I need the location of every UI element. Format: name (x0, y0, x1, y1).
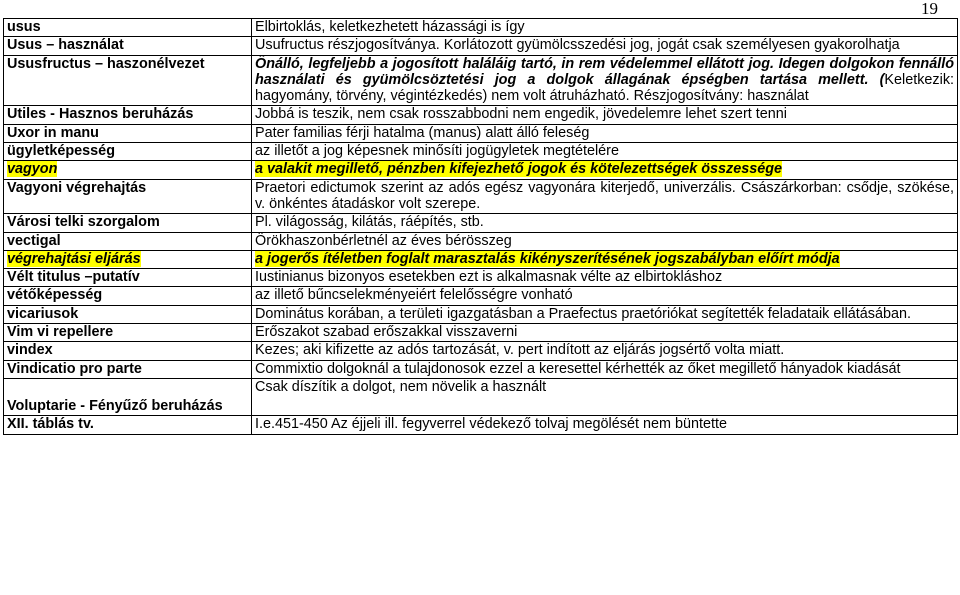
term-cell: usus (4, 19, 252, 37)
term-cell: ügyletképesség (4, 143, 252, 161)
term-cell: vicariusok (4, 305, 252, 323)
term-cell (4, 250, 252, 268)
table-row (4, 106, 958, 124)
table-row (4, 55, 958, 106)
table-row (4, 214, 958, 232)
definition-cell: Pater familias férji hatalma (manus) alatt álló feleség (252, 124, 958, 142)
table-row (4, 232, 958, 250)
term-cell: Vindicatio pro parte (4, 360, 252, 378)
term-cell: Vélt titulus –putatív (4, 269, 252, 287)
table-row (4, 378, 958, 415)
term-cell: vétőképesség (4, 287, 252, 305)
definition-cell: Commixtio dolgoknál a tulajdonosok ezzel a keresettel kérhették az őket megillető hányadok kiadását (252, 360, 958, 378)
highlighted-term: végrehajtási eljárás (7, 250, 141, 267)
table-row (4, 324, 958, 342)
definition-cell: Elbirtoklás, keletkezhetett házassági is így (252, 19, 958, 37)
term-cell: Utiles - Hasznos beruházás (4, 106, 252, 124)
definition-cell: Usufructus részjogosítványa. Korlátozott gyümölcsszedési jog, jogát csak személyesen gyakorolhatja (252, 37, 958, 55)
definition-cell (252, 161, 958, 179)
glossary-table (3, 18, 958, 435)
definition-cell: I.e.451-450 Az éjjeli ill. fegyverrel védekező tolvaj megölését nem büntette (252, 416, 958, 434)
definition-cell: Praetori edictumok szerint az adós egész vagyonára kiterjedő, univerzális. Császárkorban: csődje, szökése, v. önkéntes átadáskor volt szerepe. (252, 179, 958, 214)
highlighted-term: vagyon (7, 161, 58, 178)
definition-cell: az illetőt a jog képesnek minősíti jogügyletek megtételére (252, 143, 958, 161)
table-row (4, 287, 958, 305)
definition-emphasis-tail: ( (868, 71, 885, 88)
definition-emphasis: Önálló, legfeljebb a jogosított haláláig tartó, in rem védelemmel ellátott jog. Idegen dolgokon fennálló használati és gyümölcsöztetési jog a dolgok állagának épségben tartása mellett. (255, 55, 954, 88)
table-row (4, 19, 958, 37)
definition-cell (252, 55, 958, 106)
highlighted-definition: a jogerős ítéletben foglalt marasztalás kikényszerítésének jogszabályban előírt módja (255, 250, 840, 267)
table-row (4, 305, 958, 323)
table-row (4, 342, 958, 360)
table-row (4, 269, 958, 287)
definition-cell: Erőszakot szabad erőszakkal visszaverni (252, 324, 958, 342)
highlighted-definition: a valakit megillető, pénzben kifejezhető jogok és kötelezettségek összessége (255, 161, 783, 178)
term-cell: vectigal (4, 232, 252, 250)
definition-cell: az illető bűncselekményeiért felelősségre vonható (252, 287, 958, 305)
page-number: 19 (921, 0, 938, 18)
definition-cell: Iustinianus bizonyos esetekben ezt is alkalmasnak vélte az elbirtokláshoz (252, 269, 958, 287)
definition-cell: Kezes; aki kifizette az adós tartozását, v. pert indított az eljárás jogsértő volta miatt. (252, 342, 958, 360)
term-cell: Városi telki szorgalom (4, 214, 252, 232)
term-cell: Vim vi repellere (4, 324, 252, 342)
table-row (4, 143, 958, 161)
table-row (4, 179, 958, 214)
term-cell: vindex (4, 342, 252, 360)
table-row (4, 416, 958, 434)
term-cell: Usus – használat (4, 37, 252, 55)
term-cell (4, 161, 252, 179)
definition-cell: Csak díszítik a dolgot, nem növelik a használt (252, 378, 958, 415)
term-cell: Voluptarie - Fényűző beruházás (4, 378, 252, 415)
term-cell: Uxor in manu (4, 124, 252, 142)
term-cell: Vagyoni végrehajtás (4, 179, 252, 214)
definition-cell: Örökhaszonbérletnél az éves bérösszeg (252, 232, 958, 250)
table-row (4, 360, 958, 378)
table-row (4, 250, 958, 268)
table-row (4, 37, 958, 55)
table-row (4, 161, 958, 179)
definition-cell: Jobbá is teszik, nem csak rosszabbodni nem engedik, jövedelemre lehet szert tenni (252, 106, 958, 124)
definition-cell: Pl. világosság, kilátás, ráépítés, stb. (252, 214, 958, 232)
definition-cell (252, 250, 958, 268)
term-cell: XII. táblás tv. (4, 416, 252, 434)
definition-cell: Dominátus korában, a területi igazgatásban a Praefectus praetóriókat segítették feladataik ellátásában. (252, 305, 958, 323)
definition-text: Keletkezik: hagyomány, törvény, végintézkedés) nem volt átruházható. Részjogosítvány: használat (255, 71, 955, 105)
table-row (4, 124, 958, 142)
term-cell: Ususfructus – haszonélvezet (4, 55, 252, 106)
